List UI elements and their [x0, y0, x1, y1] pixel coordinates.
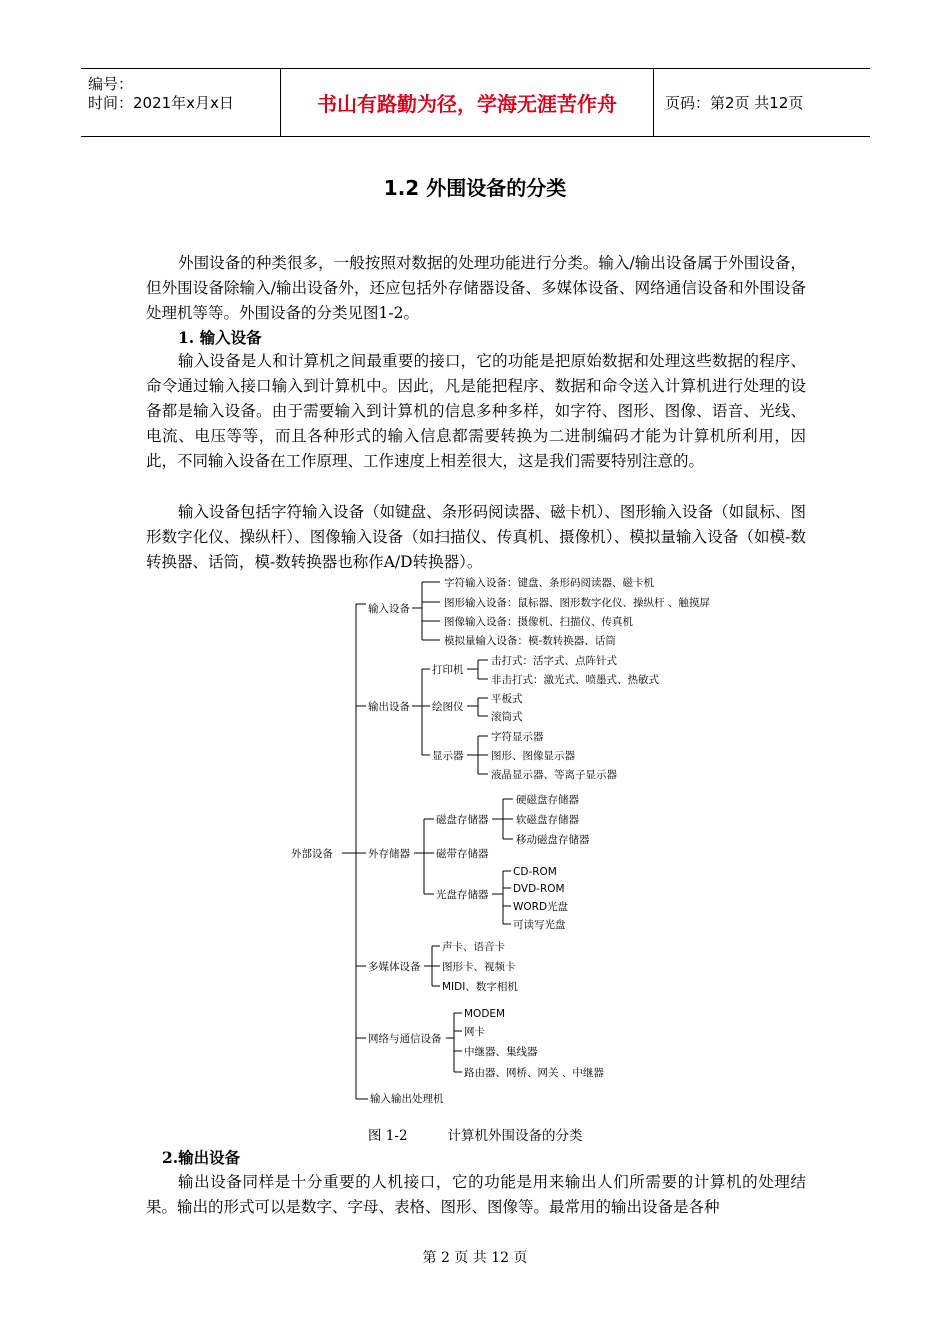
node-disk-item: 移动磁盘存储器: [516, 834, 590, 846]
node-plotter-item: 平板式: [491, 693, 523, 705]
node-input-item: 图像输入设备：摄像机、扫描仪、传真机: [444, 616, 633, 628]
input-heading: 1. 输入设备: [178, 328, 262, 347]
input-paragraph-1: 输入设备是人和计算机之间最重要的接口，它的功能是把原始数据和处理这些数据的程序、命令通过输入接口输入到计算机中。因此，凡是能把程序、数据和命令送入计算机进行处理的设备都是输入设备。由于需要输入到计算机的信息多种多样，如字符、图形、图像、语音、光线、电流、电压等等，而且各种形式的输入信息都需要转换为二进制编码才能为计算机所利用，因此，不同输入设备在工作原理、工作速度上相差很大，这是我们需要特别注意的。: [146, 352, 806, 470]
header-date-label: 时间：2021年x月x日: [88, 94, 234, 112]
figure-caption-number: 图 1-2: [368, 1128, 408, 1144]
figure-caption-text: 计算机外围设备的分类: [447, 1128, 583, 1144]
input-paragraph-2: 输入设备包括字符输入设备（如键盘、条形码阅读器、磁卡机）、图形输入设备（如鼠标、图形数字化仪、操纵杆）、图像输入设备（如扫描仪、传真机、摄像机）、模拟量输入设备（如模-数转换器、话筒，模-数转换器也称作A/D转换器）。: [146, 503, 806, 571]
node-printer-item: 击打式：活字式、点阵针式: [491, 655, 617, 667]
node-network-item: 路由器、网桥、网关 、中继器: [464, 1067, 604, 1079]
header-number-label: 编号：: [88, 75, 134, 93]
node-display: 显示器: [432, 750, 464, 762]
node-display-item: 液晶显示器、等离子显示器: [491, 769, 617, 781]
figure-caption: [368, 1124, 583, 1144]
node-input-item: 字符输入设备：键盘、条形码阅读器、磁卡机: [444, 577, 654, 589]
node-network-item: MODEM: [464, 1008, 506, 1020]
node-input-group: 输入设备: [368, 603, 410, 615]
section-title: 1.2 外围设备的分类: [383, 176, 567, 200]
node-optical-item: WORD光盘: [513, 901, 569, 913]
output-heading: 2.输出设备: [162, 1148, 241, 1167]
node-io-processor: 输入输出处理机: [370, 1093, 444, 1105]
output-paragraph: 输出设备同样是十分重要的人机接口，它的功能是用来输出人们所需要的计算机的处理结果。输出的形式可以是数字、字母、表格、图形、图像等。最常用的输出设备是各种: [146, 1173, 806, 1216]
node-multimedia-item: 图形卡、视频卡: [442, 961, 516, 973]
node-printer-item: 非击打式：激光式、喷墨式、热敏式: [491, 674, 659, 686]
node-disk-item: 软磁盘存储器: [516, 814, 579, 826]
node-disk: 磁盘存储器: [436, 814, 489, 826]
node-plotter-item: 滚筒式: [491, 711, 523, 723]
node-display-item: 图形、图像显示器: [491, 750, 575, 762]
node-network-item: 网卡: [464, 1026, 485, 1038]
node-optical-item: 可读写光盘: [513, 919, 566, 931]
intro-paragraph: 外围设备的种类很多，一般按照对数据的处理功能进行分类。输入/输出设备属于外围设备，但外围设备除输入/输出设备外，还应包括外存储器设备、多媒体设备、网络通信设备和外围设备处理机等等。外围设备的分类见图1-2。: [146, 254, 806, 322]
node-optical-item: CD-ROM: [513, 866, 557, 878]
node-output-group: 输出设备: [368, 701, 410, 713]
header-motto: 书山有路勤为径，学海无涯苦作舟: [281, 69, 654, 136]
page-footer: 第 2 页 共 12 页: [422, 1250, 528, 1266]
header-page-label: 页码：第2页 共12页: [665, 94, 804, 112]
node-optical: 光盘存储器: [436, 889, 489, 901]
node-input-item: 模拟量输入设备：模-数转换器、话筒: [444, 635, 616, 647]
node-optical-item: DVD-ROM: [513, 883, 565, 895]
node-plotter: 绘图仪: [432, 701, 464, 713]
node-network-item: 中继器、集线器: [464, 1046, 538, 1058]
node-input-item: 图形输入设备：鼠标器、图形数字化仪、操纵杆 、触摸屏: [444, 597, 710, 609]
node-root: 外部设备: [291, 848, 333, 860]
node-display-item: 字符显示器: [491, 731, 544, 743]
node-tape: 磁带存储器: [436, 848, 489, 860]
node-storage-group: 外存储器: [368, 848, 410, 860]
node-network-group: 网络与通信设备: [368, 1033, 442, 1045]
node-printer: 打印机: [432, 664, 464, 676]
node-multimedia-item: 声卡、语音卡: [442, 941, 505, 953]
node-multimedia-group: 多媒体设备: [368, 961, 421, 973]
node-disk-item: 硬磁盘存储器: [516, 794, 579, 806]
node-multimedia-item: MIDI、数字相机: [442, 981, 518, 993]
